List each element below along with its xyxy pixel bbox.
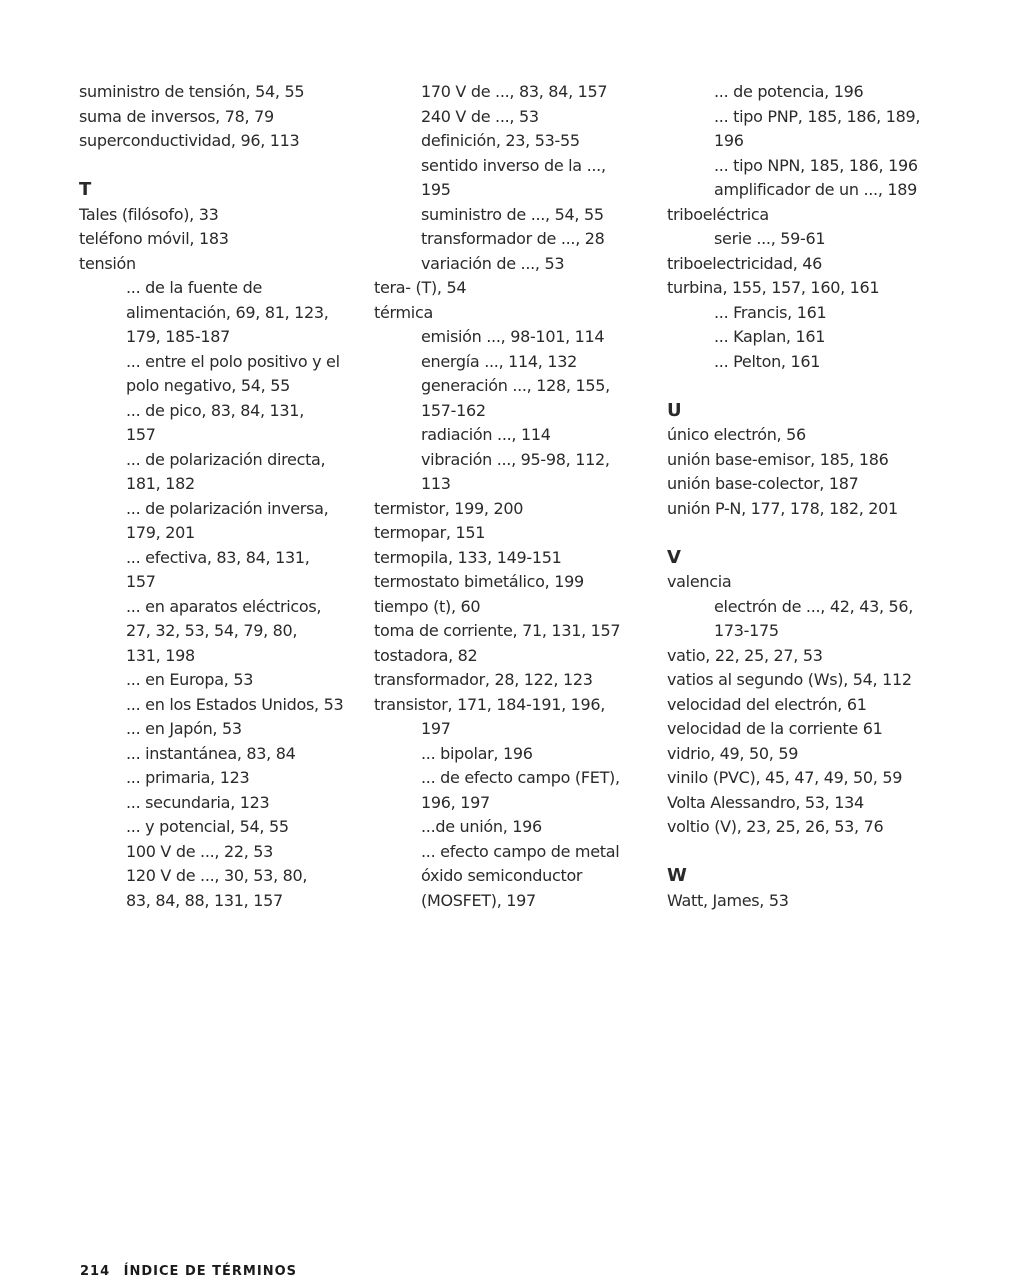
index-entry: energía ..., 114, 132 [421,351,577,371]
index-entry: teléfono móvil, 183 [79,229,229,248]
index-entry: toma de corriente, 71, 131, 157 [374,621,621,640]
index-entry: 179, 185-187 [126,327,230,346]
index-entry: 181, 182 [126,474,195,493]
index-column-1 [79,80,359,913]
index-entry: voltio (V), 23, 25, 26, 53, 76 [667,817,884,836]
index-entry: velocidad del electrón, 61 [667,694,867,714]
index-entry: tensión [79,253,136,273]
index-entry: 131, 198 [126,645,195,665]
index-entry: Tales (filósofo), 33 [79,204,219,224]
index-entry: vidrio, 49, 50, 59 [667,743,799,763]
index-entry: tostadora, 82 [374,645,478,665]
index-entry: triboeléctrica [667,204,769,224]
index-entry: velocidad de la corriente 61 [667,719,883,738]
index-entry: ... y potencial, 54, 55 [126,817,289,836]
index-section-letter: U [667,399,682,421]
index-entry: ... instantánea, 83, 84 [126,743,296,763]
index-entry: vatio, 22, 25, 27, 53 [667,645,823,665]
index-entry: suma de inversos, 78, 79 [79,106,274,126]
index-entry: 113 [421,474,451,493]
index-entry: transistor, 171, 184-191, 196, [374,694,606,714]
index-entry: termopar, 151 [374,523,486,542]
index-entry: ... de la fuente de [126,278,263,297]
index-section-letter: T [79,179,91,200]
index-entry: serie ..., 59-61 [714,229,826,248]
index-entry: Watt, James, 53 [667,890,789,910]
index-entry: ... bipolar, 196 [421,743,533,763]
index-entry: ... de potencia, 196 [714,82,864,101]
index-entry: ...de unión, 196 [421,817,542,836]
index-entry: triboelectricidad, 46 [667,253,823,273]
index-entry: ... en los Estados Unidos, 53 [126,694,344,714]
index-entry: vatios al segundo (Ws), 54, 112 [667,670,912,689]
index-entry: ... de polarización inversa, [126,498,329,518]
index-entry: ... efecto campo de metal [421,841,620,861]
index-entry: térmica [374,302,433,322]
index-entry: óxido semiconductor [421,866,583,885]
index-spacer [667,840,937,865]
index-entry: 195 [421,180,451,199]
index-spacer [667,374,937,399]
index-entry: 27, 32, 53, 54, 79, 80, [126,621,298,640]
index-spacer [667,521,937,546]
index-entry: 197 [421,719,451,738]
section-title: ÍNDICE DE TÉRMINOS [123,1264,297,1279]
index-entry: ... secundaria, 123 [126,792,270,812]
index-entry: termistor, 199, 200 [374,498,524,518]
index-entry: ... en aparatos eléctricos, [126,596,322,616]
index-entry: valencia [667,572,732,591]
index-entry: unión base-emisor, 185, 186 [667,449,889,469]
index-entry: termopila, 133, 149-151 [374,547,562,567]
index-entry: transformador de ..., 28 [421,229,605,248]
index-entry: 83, 84, 88, 131, 157 [126,890,283,910]
index-column-2 [374,80,649,913]
index-entry: emisión ..., 98-101, 114 [421,327,605,346]
index-entry: alimentación, 69, 81, 123, [126,302,329,322]
index-entry: 173-175 [714,621,779,640]
index-entry: sentido inverso de la ..., [421,155,606,175]
index-entry: unión base-colector, 187 [667,474,859,493]
index-entry: tiempo (t), 60 [374,596,481,616]
index-spacer [79,154,359,179]
index-entry: definición, 23, 53-55 [421,131,580,150]
index-entry: ... tipo NPN, 185, 186, 196 [714,155,918,175]
index-entry: vibración ..., 95-98, 112, [421,449,610,469]
index-entry: ... tipo PNP, 185, 186, 189, [714,106,921,126]
page-number: 214 [80,1264,111,1279]
index-entry: electrón de ..., 42, 43, 56, [714,596,914,616]
index-entry: ... entre el polo positivo y el [126,351,340,371]
index-entry: ... Francis, 161 [714,302,827,322]
index-entry: transformador, 28, 122, 123 [374,670,593,689]
index-entry: variación de ..., 53 [421,253,565,273]
index-entry: amplificador de un ..., 189 [714,180,918,199]
index-entry: 170 V de ..., 83, 84, 157 [421,82,608,101]
index-entry: 157 [126,425,156,444]
index-entry: ... en Europa, 53 [126,670,254,689]
index-section-letter: W [667,865,687,886]
index-entry: 100 V de ..., 22, 53 [126,841,274,861]
index-entry: polo negativo, 54, 55 [126,376,290,395]
index-entry: único electrón, 56 [667,425,806,444]
index-entry: 179, 201 [126,523,195,542]
index-entry: 196, 197 [421,792,490,812]
index-entry: termostato bimetálico, 199 [374,572,584,591]
index-entry: unión P-N, 177, 178, 182, 201 [667,498,898,518]
index-entry: Volta Alessandro, 53, 134 [667,792,864,812]
index-entry: tera- (T), 54 [374,278,467,297]
index-section-letter: V [667,546,681,568]
index-entry: (MOSFET), 197 [421,890,536,910]
page-footer [80,1264,297,1279]
index-entry: ... Kaplan, 161 [714,327,826,346]
index-entry: turbina, 155, 157, 160, 161 [667,278,880,297]
index-entry: radiación ..., 114 [421,425,551,444]
index-entry: ... efectiva, 83, 84, 131, [126,547,310,567]
index-entry: generación ..., 128, 155, [421,376,610,395]
index-entry: ... primaria, 123 [126,768,250,787]
index-entry: ... Pelton, 161 [714,351,821,371]
index-entry: 240 V de ..., 53 [421,106,539,126]
index-entry: superconductividad, 96, 113 [79,131,300,150]
index-entry: 196 [714,131,744,150]
index-entry: suministro de tensión, 54, 55 [79,82,305,101]
index-entry: ... de efecto campo (FET), [421,768,620,787]
index-entry: 157 [126,572,156,591]
index-entry: 157-162 [421,400,486,420]
index-entry: ... de polarización directa, [126,449,326,469]
index-entry: vinilo (PVC), 45, 47, 49, 50, 59 [667,768,903,787]
index-entry: ... de pico, 83, 84, 131, [126,400,304,420]
index-entry: 120 V de ..., 30, 53, 80, [126,866,308,885]
index-entry: ... en Japón, 53 [126,719,242,738]
index-entry: suministro de ..., 54, 55 [421,204,604,224]
index-column-3 [667,80,937,913]
